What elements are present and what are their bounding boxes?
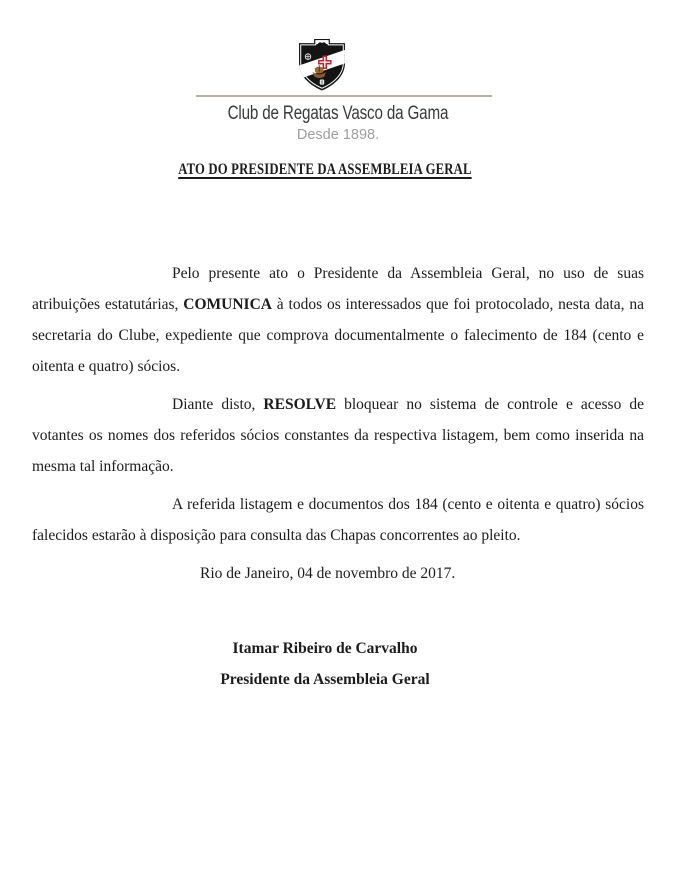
paragraph-1 xyxy=(32,258,644,382)
vasco-da-gama-crest-icon xyxy=(294,38,350,92)
paragraph-1-text: Pelo presente ato o Presidente da Assembleia Geral, no uso de suas atribuições estatutárias, xyxy=(32,265,644,313)
paragraph-2 xyxy=(32,389,644,482)
paragraph-1-bold-word: COMUNICA xyxy=(183,296,272,313)
club-name xyxy=(0,103,676,125)
club-name-text: Club de Regatas Vasco da Gama xyxy=(227,103,449,124)
signature-name: Itamar Ribeiro de Carvalho xyxy=(232,640,418,657)
dateline: Rio de Janeiro, 04 de novembro de 2017. xyxy=(200,565,456,582)
club-crest-logo xyxy=(294,38,350,92)
paragraph-3 xyxy=(32,489,644,551)
club-tagline: Desde 1898. xyxy=(296,127,380,143)
document-body xyxy=(32,160,644,695)
paragraph-2-text: Diante disto, xyxy=(172,396,264,413)
header-divider xyxy=(196,95,492,97)
paragraph-2-bold-word: RESOLVE xyxy=(263,396,337,413)
document-title-text: ATO DO PRESIDENTE DA ASSEMBLEIA GERAL xyxy=(178,161,472,178)
paragraph-2-text-cont: bloquear no sistema de controle e acesso de votantes os nomes dos referidos sócios constantes da respectiva listagem, bem como inserida na mesma tal informação. xyxy=(32,396,644,475)
signature-role: Presidente da Assembleia Geral xyxy=(220,671,430,688)
document-title xyxy=(32,160,618,180)
signature-block xyxy=(32,633,618,695)
paragraph-3-text: A referida listagem e documentos dos 184 (cento e oitenta e quatro) sócios falecidos estarão à disposição para consulta das Chapas concorrentes ao pleito. xyxy=(32,496,644,544)
document-page xyxy=(0,38,676,872)
paragraph-1-text-cont: à todos os interessados que foi protocolado, nesta data, na secretaria do Clube, expediente que comprova documentalmente o falecimento de 184 (cento e oitenta e quatro) sócios. xyxy=(32,296,644,375)
